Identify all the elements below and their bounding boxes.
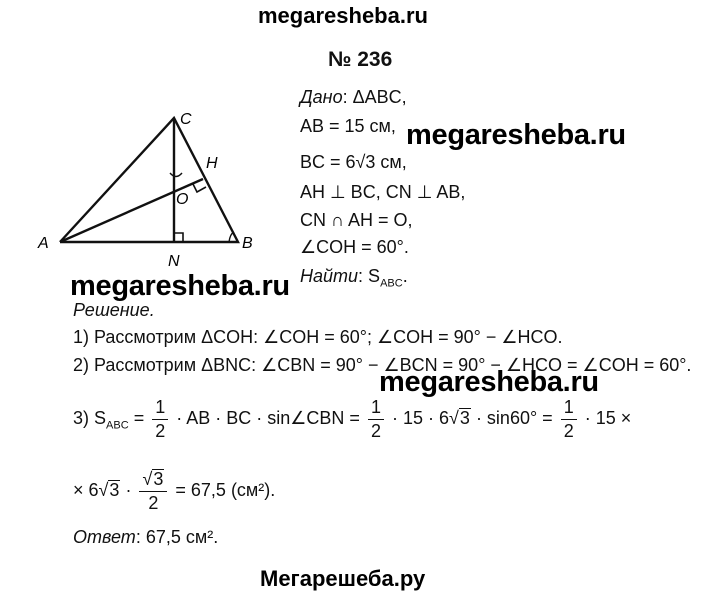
find-line: Найти: $S_{ABC}$. [300,266,408,290]
fraction-half: $\frac{1}{2}$ [561,396,577,442]
given-label: Дано [300,87,343,107]
triangle-abc [60,118,238,242]
solution-step-3: 3) $S_{ABC}$ = $\frac{1}{2}$ · AB · BC · sin∠CBN = $\frac{1}{2}$ · 15 · 6√3 · sin60° = $\frac{1}{2}$ · 15 × [73,397,632,441]
find-sub: ABC [380,277,403,290]
step-3b-times: × 6 [73,479,99,500]
step-3-part-1: · AB · BC · sin∠CBN = [176,407,360,428]
sqrt-3: 3 [109,479,120,500]
find-label: Найти [300,266,359,286]
find-value: S [368,266,381,286]
site-footer: Мегарешеба.ру [260,566,426,591]
problem-number: № 236 [328,48,393,71]
find-end: . [402,266,408,286]
sqrt-3: 3 [459,407,470,428]
fraction-sqrt3-over-2: $\frac{√3}{2}$ [139,468,167,514]
watermark: megaresheba.ru [406,119,626,151]
given-item: AB = 15 см, [300,116,396,136]
area-symbol: S [94,407,107,428]
watermark: megaresheba.ru [379,366,599,398]
label-h: H [206,155,218,172]
answer-label: Ответ [73,527,136,547]
label-a: A [38,235,49,252]
label-o: O [176,191,189,208]
area-sub: ABC [106,419,129,432]
fraction-half: $\frac{1}{2}$ [368,396,384,442]
watermark: megaresheba.ru [70,270,290,302]
label-c: C [180,111,192,128]
label-n: N [168,253,180,270]
answer-line [73,527,218,548]
label-b: B [242,235,253,252]
given-item: ΔABC, [352,87,407,107]
given-line-1: Дано: ΔABC, [300,87,407,107]
given-item: ∠COH = 60°. [300,237,409,257]
triangle-figure [30,100,270,270]
site-header: megaresheba.ru [258,3,428,28]
given-item: CN ∩ AH = O, [300,210,413,230]
step-3b-result: = 67,5 (см²). [175,479,276,500]
step-3-part-2: · 15 · 6 [391,407,450,428]
given-item: AH ⊥ BC, CN ⊥ AB, [300,182,466,202]
solution-step-2: 2) Рассмотрим ΔBNC: ∠CBN = 90° − ∠BCN = 90° − ∠HCO = ∠COH = 60°. [73,355,692,375]
step-3-part-3: · sin60° = [475,407,553,428]
fraction-half: $\frac{1}{2}$ [152,396,168,442]
solution-label: Решение. [73,300,155,320]
step-3-part-4: · 15 × [584,407,632,428]
given-item: BC = 6√3 см, [300,152,407,172]
dot: · [125,479,132,500]
right-angle-h [193,184,206,192]
answer-value: : 67,5 см². [135,527,219,547]
angle-arc-o [170,173,182,177]
equals: = [133,407,145,428]
solution-step-1: 1) Рассмотрим ΔCOH: ∠COH = 60°; ∠COH = 90° − ∠HCO. [73,327,563,347]
right-angle-n [174,233,183,242]
solution-step-3b: × 6√3 · $\frac{√3}{2}$ = 67,5 (см²). [73,469,276,513]
step-3-prefix: 3) [73,407,90,428]
